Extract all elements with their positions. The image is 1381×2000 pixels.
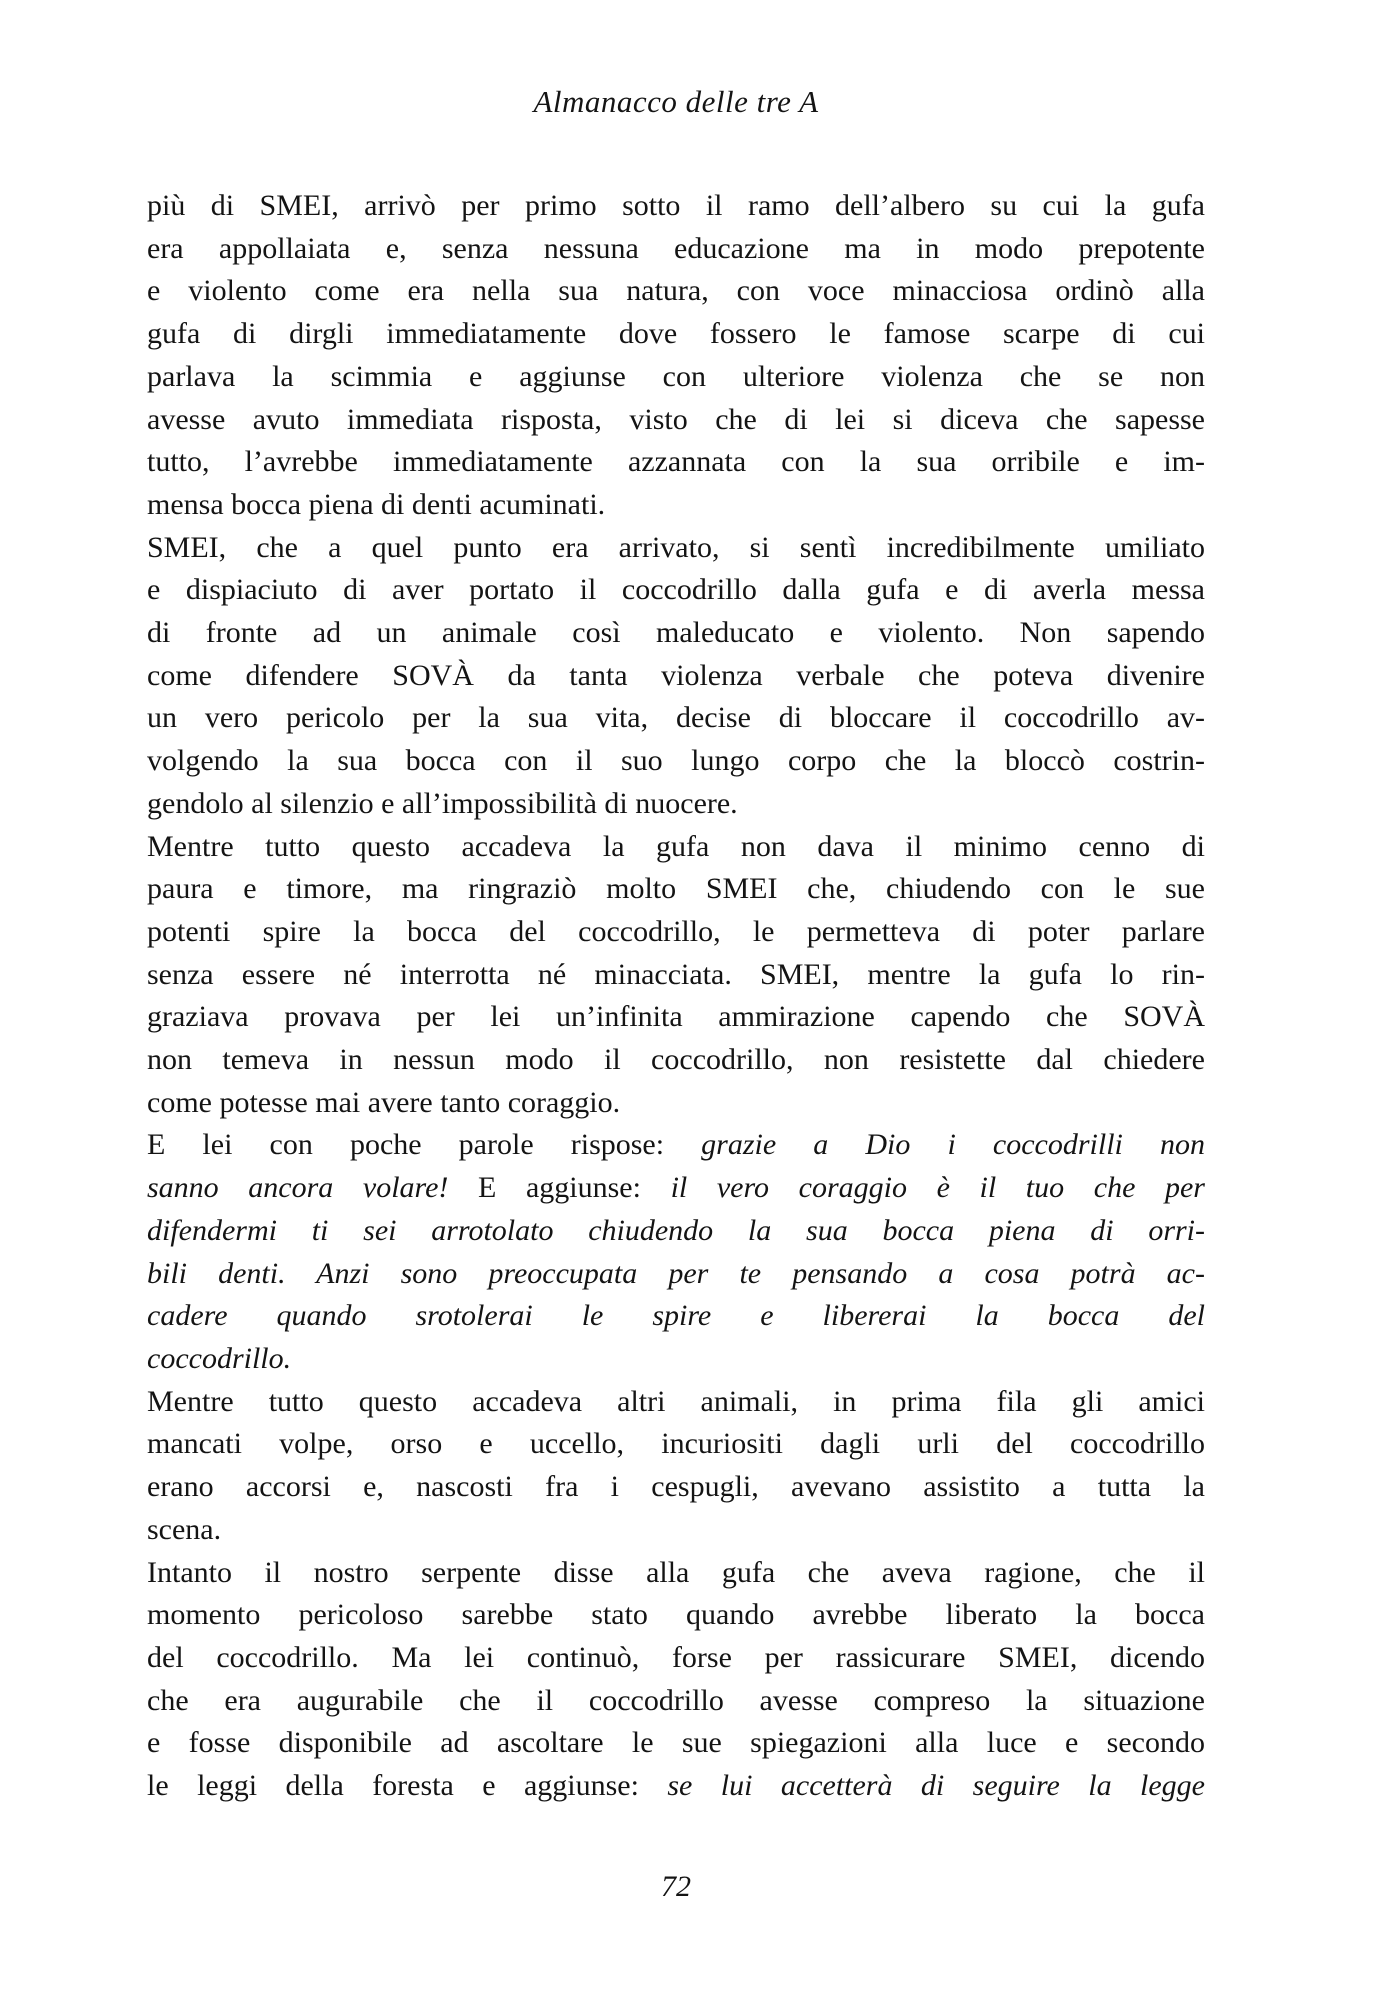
text-segment: gendolo al silenzio e all’impossibilità di nuocere. <box>147 786 738 820</box>
text-segment: volgendo la sua bocca con il suo lungo corpo che la bloccò costrin- <box>147 744 1205 778</box>
text-line <box>147 1295 1205 1338</box>
text-line <box>147 1338 1205 1381</box>
text-line <box>147 313 1205 356</box>
text-line <box>147 655 1205 698</box>
text-line <box>147 270 1205 313</box>
text-line <box>147 911 1205 954</box>
italic-text-segment: coccodrillo. <box>147 1341 292 1375</box>
text-segment: che era augurabile che il coccodrillo avesse compreso la situazione <box>147 1683 1205 1717</box>
text-line <box>147 356 1205 399</box>
text-line <box>147 1466 1205 1509</box>
italic-text-segment: sanno ancora volare! <box>147 1171 449 1205</box>
text-segment: di fronte ad un animale così maleducato e violento. Non sapendo <box>147 616 1205 650</box>
text-line <box>147 826 1205 869</box>
running-header: Almanacco delle tre A <box>533 84 819 119</box>
text-segment: parlava la scimmia e aggiunse con ulteriore violenza che se non <box>147 359 1205 393</box>
text-segment: avesse avuto immediata risposta, visto che di lei si diceva che sapesse <box>147 402 1205 436</box>
text-segment: momento pericoloso sarebbe stato quando avrebbe liberato la bocca <box>147 1598 1205 1632</box>
text-line <box>147 1552 1205 1595</box>
italic-text-segment: cadere quando srotolerai le spire e libererai la bocca del <box>147 1299 1205 1333</box>
italic-text-segment: bili denti. Anzi sono preoccupata per te pensando a cosa potrà ac- <box>147 1256 1205 1290</box>
italic-text-segment: difendermi ti sei arrotolato chiudendo la sua bocca piena di orri- <box>147 1213 1205 1247</box>
text-segment: potenti spire la bocca del coccodrillo, le permetteva di poter parlare <box>147 914 1205 948</box>
text-segment: E aggiunse: <box>448 1171 671 1205</box>
italic-text-segment: se lui accetterà di seguire la legge <box>667 1769 1205 1803</box>
text-segment: le leggi della foresta e aggiunse: <box>147 1769 668 1803</box>
text-line <box>147 697 1205 740</box>
text-segment: come potesse mai avere tanto coraggio. <box>147 1085 621 1119</box>
text-segment: un vero pericolo per la sua vita, decise di bloccare il coccodrillo av- <box>147 701 1205 735</box>
text-line <box>147 954 1205 997</box>
text-segment: Mentre tutto questo accadeva la gufa non dava il minimo cenno di <box>147 829 1205 863</box>
italic-text-segment: il vero coraggio è il tuo che per <box>670 1171 1205 1205</box>
text-line <box>147 399 1205 442</box>
text-segment: Mentre tutto questo accadeva altri animali, in prima fila gli amici <box>147 1384 1205 1418</box>
text-line <box>147 612 1205 655</box>
text-line <box>147 868 1205 911</box>
text-line <box>147 1509 1205 1552</box>
text-block <box>147 185 1205 1808</box>
text-segment: e violento come era nella sua natura, con voce minacciosa ordinò alla <box>147 274 1205 308</box>
text-line <box>147 1124 1205 1167</box>
text-line <box>147 783 1205 826</box>
text-segment: come difendere SOVÀ da tanta violenza verbale che poteva divenire <box>147 658 1205 692</box>
text-segment: SMEI, che a quel punto era arrivato, si sentì incredibilmente umiliato <box>147 530 1205 564</box>
text-segment: scena. <box>147 1512 222 1546</box>
text-line <box>147 228 1205 271</box>
text-line <box>147 740 1205 783</box>
text-segment: paura e timore, ma ringraziò molto SMEI che, chiudendo con le sue <box>147 872 1205 906</box>
text-line <box>147 1210 1205 1253</box>
text-segment: gufa di dirgli immediatamente dove fossero le famose scarpe di cui <box>147 317 1205 351</box>
text-line <box>147 1637 1205 1680</box>
text-line <box>147 1680 1205 1723</box>
text-segment: mensa bocca piena di denti acuminati. <box>147 487 606 521</box>
text-line <box>147 1253 1205 1296</box>
italic-text-segment: grazie a Dio i coccodrilli non <box>701 1128 1205 1162</box>
text-segment: era appollaiata e, senza nessuna educazione ma in modo prepotente <box>147 231 1205 265</box>
text-line <box>147 1381 1205 1424</box>
text-line <box>147 1167 1205 1210</box>
text-line <box>147 484 1205 527</box>
text-line <box>147 1722 1205 1765</box>
text-line <box>147 996 1205 1039</box>
text-line <box>147 441 1205 484</box>
text-line <box>147 569 1205 612</box>
text-segment: non temeva in nessun modo il coccodrillo, non resistette dal chiedere <box>147 1043 1205 1077</box>
text-segment: più di SMEI, arrivò per primo sotto il ramo dell’albero su cui la gufa <box>147 189 1205 222</box>
text-segment: mancati volpe, orso e uccello, incuriositi dagli urli del coccodrillo <box>147 1427 1205 1461</box>
text-line <box>147 185 1205 228</box>
text-line <box>147 1765 1205 1808</box>
text-line <box>147 1082 1205 1125</box>
text-line <box>147 527 1205 570</box>
text-line <box>147 1594 1205 1637</box>
text-segment: del coccodrillo. Ma lei continuò, forse per rassicurare SMEI, dicendo <box>147 1640 1205 1674</box>
text-segment: senza essere né interrotta né minacciata. SMEI, mentre la gufa lo rin- <box>147 957 1205 991</box>
page-number: 72 <box>661 1870 691 1903</box>
text-segment: E lei con poche parole rispose: <box>147 1128 702 1162</box>
text-segment: erano accorsi e, nascosti fra i cespugli, avevano assistito a tutta la <box>147 1470 1205 1504</box>
text-segment: e dispiaciuto di aver portato il coccodrillo dalla gufa e di averla messa <box>147 573 1205 607</box>
text-segment: tutto, l’avrebbe immediatamente azzannata con la sua orribile e im- <box>147 445 1205 479</box>
text-line <box>147 1039 1205 1082</box>
text-segment: Intanto il nostro serpente disse alla gufa che aveva ragione, che il <box>147 1555 1205 1589</box>
text-line <box>147 1423 1205 1466</box>
text-segment: e fosse disponibile ad ascoltare le sue spiegazioni alla luce e secondo <box>147 1726 1205 1760</box>
text-segment: graziava provava per lei un’infinita ammirazione capendo che SOVÀ <box>147 1000 1205 1034</box>
